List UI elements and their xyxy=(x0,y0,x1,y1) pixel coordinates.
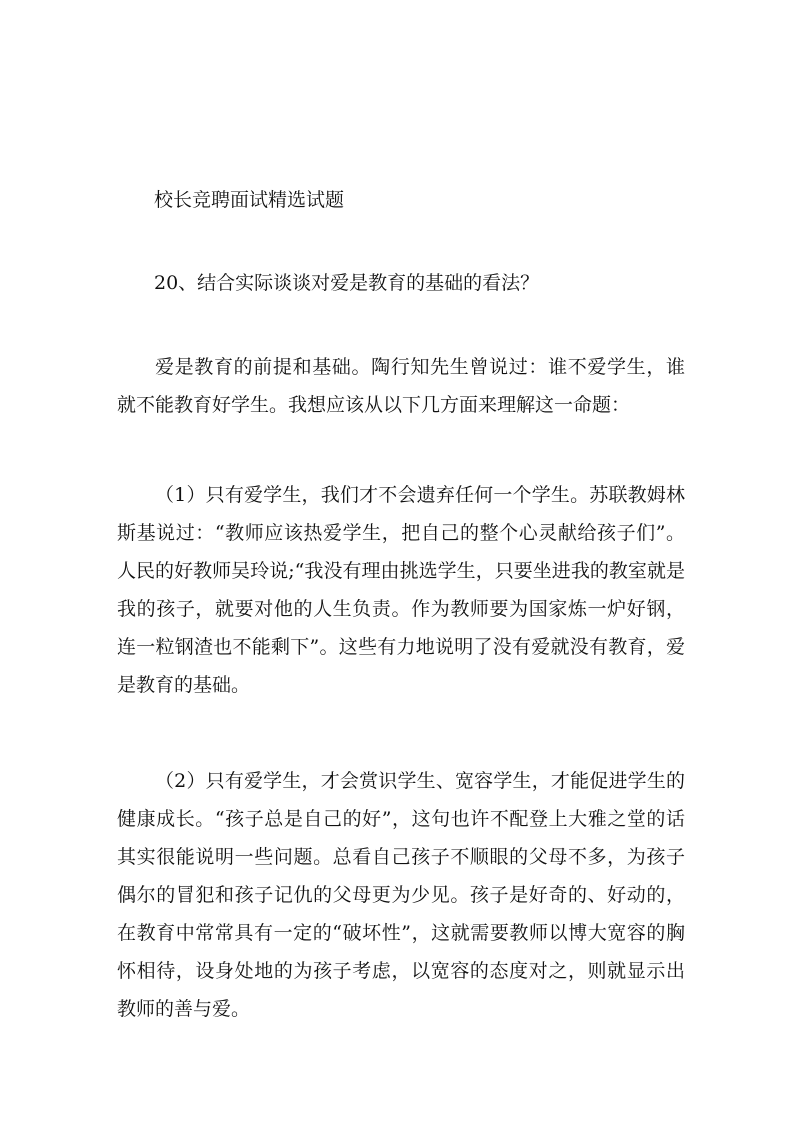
paragraph-point-2: （2）只有爱学生，才会赏识学生、宽容学生，才能促进学生的健康成长。“孩子总是自己的好”，这句也许不配登上大雅之堂的话其实很能说明一些问题。总看自己孩子不顺眼的父母不多，为孩子偶尔的冒犯和孩子记仇的父母更为少见。孩子是好奇的、好动的，在教育中常常具有一定的“破坏性”，这就需要教师以博大宽容的胸怀相待，设身处地的为孩子考虑，以宽容的态度对之，则就显示出教师的善与爱。 xyxy=(117,770,685,1020)
document-title: 校长竞聘面试精选试题 xyxy=(154,189,345,211)
paragraph-intro: 爱是教育的前提和基础。陶行知先生曾说过：谁不爱学生，谁就不能教育好学生。我想应该从以下几方面来理解这一命题： xyxy=(117,356,685,416)
question-heading: 20、结合实际谈谈对爱是教育的基础的看法？ xyxy=(154,272,540,294)
paragraph-point-1: （1）只有爱学生，我们才不会遗弃任何一个学生。苏联教姆林斯基说过：“教师应该热爱学生，把自己的整个心灵献给孩子们”。人民的好教师吴玲说;“我没有理由挑选学生，只要坐进我的教室就是我的孩子，就要对他的人生负责。作为教师要为国家炼一炉好钢，连一粒钢渣也不能剩下”。这些有力地说明了没有爱就没有教育，爱是教育的基础。 xyxy=(117,484,685,696)
